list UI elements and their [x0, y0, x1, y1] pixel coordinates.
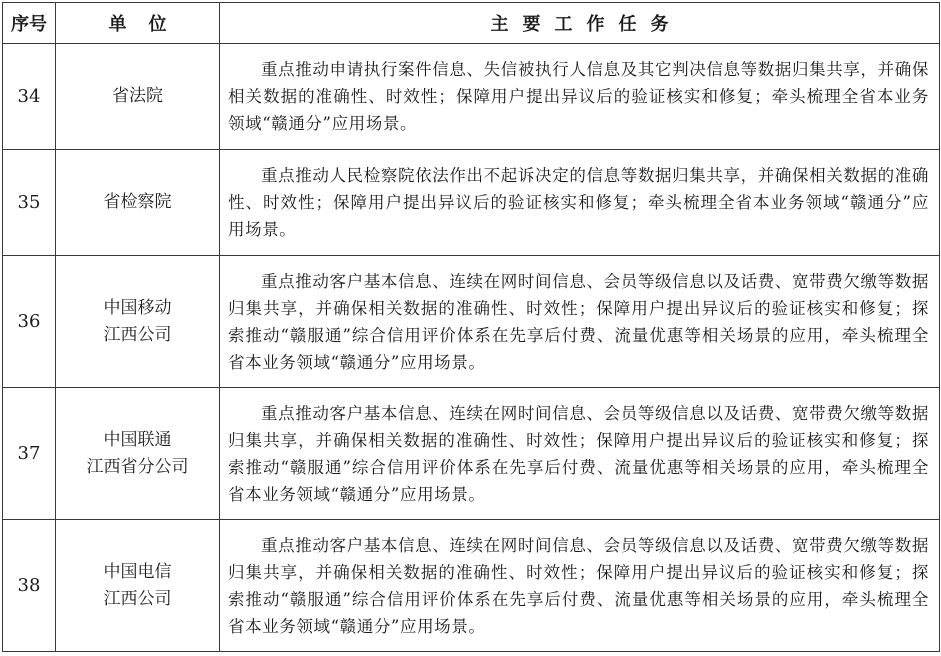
unit-name-line-1: 中国移动	[103, 297, 172, 318]
task-description: 重点推动客户基本信息、连续在网时间信息、会员等级信息以及话费、宽带费欠缴等数据归集共享，并确保相关数据的准确性、时效性；保障用户提出异议后的验证核实和修复；探索推动“赣服通”综合信用评价体系在先享后付费、流量优惠等相关场景的应用，牵头梳理全省本业务领域“赣通分”应用场景。	[220, 388, 940, 520]
row-number: 38	[3, 520, 56, 652]
unit-name-line-2: 江西公司	[103, 324, 172, 345]
header-row	[3, 3, 940, 44]
unit-name-line-2: 江西公司	[103, 588, 172, 609]
unit-cell	[56, 388, 220, 520]
unit-cell	[56, 150, 220, 256]
task-description: 重点推动人民检察院依法作出不起诉决定的信息等数据归集共享，并确保相关数据的准确性、时效性；保障用户提出异议后的验证核实和修复；牵头梳理全省本业务领域“赣通分”应用场景。	[220, 150, 940, 256]
unit-cell	[56, 44, 220, 150]
table-row	[3, 520, 940, 652]
unit-name: 省法院	[112, 86, 163, 106]
row-number: 35	[3, 150, 56, 256]
unit-name-line-1: 中国联通	[103, 429, 172, 450]
unit-name-line-1: 中国电信	[103, 561, 172, 582]
task-description: 重点推动客户基本信息、连续在网时间信息、会员等级信息以及话费、宽带费欠缴等数据归集共享，并确保相关数据的准确性、时效性；保障用户提出异议后的验证核实和修复；探索推动“赣服通”综合信用评价体系在先享后付费、流量优惠等相关场景的应用，牵头梳理全省本业务领域“赣通分”应用场景。	[220, 256, 940, 388]
unit-cell	[56, 256, 220, 388]
row-number: 36	[3, 256, 56, 388]
row-number: 34	[3, 44, 56, 150]
header-unit: 单位	[56, 3, 220, 44]
unit-name: 省检察院	[103, 192, 172, 212]
row-number: 37	[3, 388, 56, 520]
task-description: 重点推动客户基本信息、连续在网时间信息、会员等级信息以及话费、宽带费欠缴等数据归集共享，并确保相关数据的准确性、时效性；保障用户提出异议后的验证核实和修复；探索推动“赣服通”综合信用评价体系在先享后付费、流量优惠等相关场景的应用，牵头梳理全省本业务领域“赣通分”应用场景。	[220, 520, 940, 652]
unit-cell	[56, 520, 220, 652]
table-row	[3, 388, 940, 520]
task-description: 重点推动申请执行案件信息、失信被执行人信息及其它判决信息等数据归集共享，并确保相关数据的准确性、时效性；保障用户提出异议后的验证核实和修复；牵头梳理全省本业务领域“赣通分”应用场景。	[220, 44, 940, 150]
table-row	[3, 44, 940, 150]
header-no: 序号	[3, 3, 56, 44]
task-table	[2, 2, 940, 652]
header-task: 主要工作任务	[220, 3, 940, 44]
table-row	[3, 256, 940, 388]
table-row	[3, 150, 940, 256]
unit-name-line-2: 江西省分公司	[86, 456, 189, 477]
